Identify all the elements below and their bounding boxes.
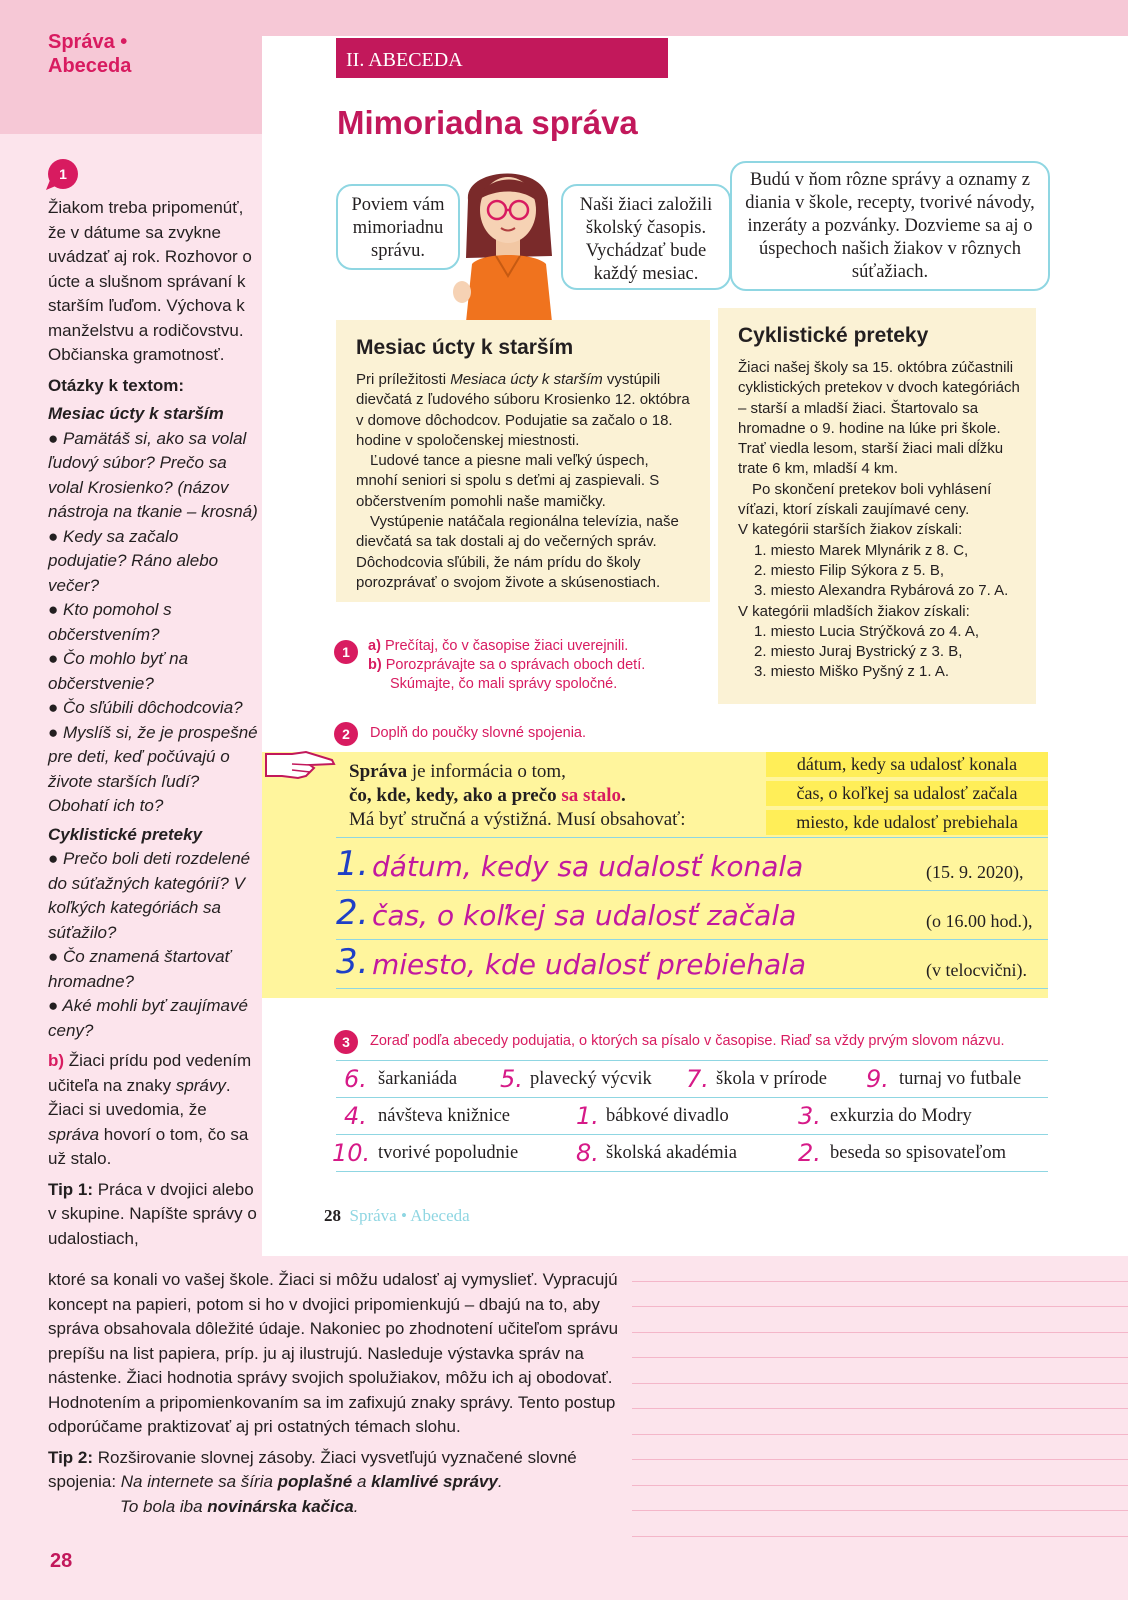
answer-line-3: 3. miesto, kde udalosť prebiehala (v telocvični).	[336, 940, 1048, 989]
task-1-text: a) Prečítaj, čo v časopise žiaci uverejnili. b) Porozprávajte sa o správach oboch detí. Skúmajte, čo mali správy spoločné.	[368, 638, 646, 692]
answer-line-1: 1. dátum, kedy sa udalosť konala (15. 9. 2020),	[336, 842, 1048, 891]
answer-lines	[336, 842, 1048, 989]
note-badge-1	[44, 158, 80, 192]
option-datum: dátum, kedy sa udalosť konala	[766, 752, 1048, 777]
box-text: Žiaci našej školy sa 15. októbra zúčastnili cyklistických pretekov v dvoch kategóriách – starší a mladší žiaci. Štartovalo sa hromadne o 9. hodine na lúke pri škole. Trať viedla lesom, starší žiaci mali dĺžku trate 6 km, mladší 4 km. Po skončení pretekov boli vyhlásení víťazi, ktorí získali zaujímavé ceny. V kategórii starších žiakov získali: 1. miesto Marek Mlynárik z 8. C, 2. miesto Filip Sýkora z 5. B, 3. miesto Alexandra Rybárová zo 7. A. V kategórii mladších žiakov získali: 1. miesto Lucia Strýčková zo 4. A, 2. miesto Juraj Bystrický z 3. B, 3. miesto Miško Pyšný z 1. A.	[738, 359, 1020, 681]
box-title: Cyklistické preteky	[738, 324, 929, 347]
option-miesto: miesto, kde udalosť prebiehala	[766, 810, 1048, 835]
article-box-mesiac-ucty	[336, 320, 710, 602]
order-row-1: 6. šarkaniáda 5. plavecký výcvik 7. škola v prírode 9. turnaj vo futbale	[336, 1060, 1048, 1097]
answer-line-2: 2. čas, o koľkej sa udalosť začala (o 16.00 hod.),	[336, 891, 1048, 940]
box-title: Mesiac úcty k starším	[356, 336, 574, 359]
order-table	[332, 1060, 1048, 1172]
sidebar-notes-wide: ktoré sa konali vo vašej škole. Žiaci si môžu udalosť aj vymyslieť. Vypracujú koncept na papieri, potom si ho v dvojici pripomienkujú – dbajú na to, aby správa obsahovala dôležité údaje. Nakoniec po zhodnotení učiteľom správu prepíšu na list papiera, príp. ju aj ilustrujú. Nasleduje výstavka správ na nástenke. Žiaci hodnotia správy svojich spolužiakov, môžu ich aj obodovať. Hodnotením a pripomienkovaním sa im zafixujú znaky správy. Tento postup odporúčame praktizovať aj pri ostatných témach slohu. Tip 2: Rozširovanie slovnej zásoby. Žiaci vysvetľujú vyznačené slovné spojenia: Na internete sa šíria poplašné a klamlivé správy. To bola iba novinárska kačica.	[48, 1270, 619, 1516]
sidebar-notes: Žiakom treba pripomenúť, že v dátume sa zvykne uvádzať aj rok. Rozhovor o úcte a slušnom správaní k starším ľuďom. Výchova k manželstvu a rodičovstvu. Občianska gramotnosť. Otázky k textom: Mesiac úcty k starším ● Pamätáš si, ako sa volal ľudový súbor? Prečo sa volal Krosienko? (názov nástroja na tkanie – krosná) ● Kedy sa začalo podujatie? Ráno alebo večer? ● Kto pomohol s občerstvením? ● Čo mohlo byť na občerstvenie? ● Čo sľúbili dôchodcovia? ● Myslíš si, že je prospešné pre deti, keď počúvajú o živote starších ľudí? Obohatí ich to? Cyklistické preteky ● Prečo boli deti rozdelené do súťažných kategórií? V koľkých kategóriách sa súťažilo? ● Čo znamená štartovať hromadne? ● Aké mohli byť zaujímavé ceny? b) Žiaci prídu pod vedením učiteľa na znaky správy. Žiaci si uvedomia, že správa hovorí o tom, čo sa už stalo. Tip 1: Práca v dvojici alebo v skupine. Napíšte správy o udalostiach,	[48, 198, 258, 1248]
order-row-3: 10. tvorivé popoludnie 8. školská akadémia 2. beseda so spisovateľom	[336, 1134, 1048, 1172]
page-title: Mimoriadna správa	[337, 104, 638, 141]
section-title: Správa • Abeceda	[48, 31, 132, 77]
svg-text:1: 1	[59, 166, 67, 182]
task-1-badge: 1	[334, 640, 358, 664]
task-2-instruction: Doplň do poučky slovné spojenia.	[370, 725, 587, 741]
option-cas: čas, o koľkej sa udalosť začala	[766, 781, 1048, 806]
order-row-2: 4. návšteva knižnice 1. bábkové divadlo 3. exkurzia do Modry	[336, 1097, 1048, 1134]
page-number: 28	[50, 1550, 73, 1572]
note-lines	[632, 1256, 1128, 1537]
task-3-badge: 3	[334, 1030, 358, 1054]
speech-bubble-1: Poviem vám mimoriadnu správu.	[336, 184, 460, 270]
article-box-cyklisticke-preteky	[718, 308, 1036, 704]
rule-text: Správa je informácia o tom, čo, kde, kedy, ako a prečo sa stalo. Má byť stručná a výstižná. Musí obsahovať:	[349, 761, 686, 830]
girl-illustration	[452, 160, 568, 322]
pointing-hand-icon	[262, 748, 338, 782]
task-3-instruction: Zoraď podľa abecedy podujatia, o ktorých sa písalo v časopise. Riaď sa vždy prvým slovom názvu.	[370, 1033, 1005, 1049]
box-text: Pri príležitosti Mesiaca úcty k starším vystúpili dievčatá z ľudového súboru Krosienko 12. októbra v domove dôchodcov. Podujatie sa začalo o 18. hodine v spoločenskej miestnosti. Ľudové tance a piesne mali veľký úspech, mnohí seniori si spolu s deťmi aj zaspievali. S občerstvením pomohli naše mamičky. Vystúpenie natáčala regionálna televízia, naše dievčatá sa tak dostali aj do večerných správ. Dôchodcovia sľúbili, že nám prídu do školy porozprávať o svojom živote a skúsenostiach.	[356, 371, 690, 591]
chapter-tab: II. ABECEDA	[336, 38, 668, 78]
answer-top-line	[336, 837, 1048, 838]
speech-bubble-3: Budú v ňom rôzne správy a oznamy z diania v škole, recepty, tvorivé návody, inzeráty a pozvánky. Dozvieme sa aj o úspechoch našich žiakov v rôznych súťažiach.	[730, 161, 1050, 291]
inner-page-footer: 28 Správa • Abeceda	[324, 1206, 470, 1225]
speech-bubble-2: Naši žiaci založili školský časopis. Vychádzať bude každý mesiac.	[561, 184, 731, 290]
task-2-badge: 2	[334, 722, 358, 746]
